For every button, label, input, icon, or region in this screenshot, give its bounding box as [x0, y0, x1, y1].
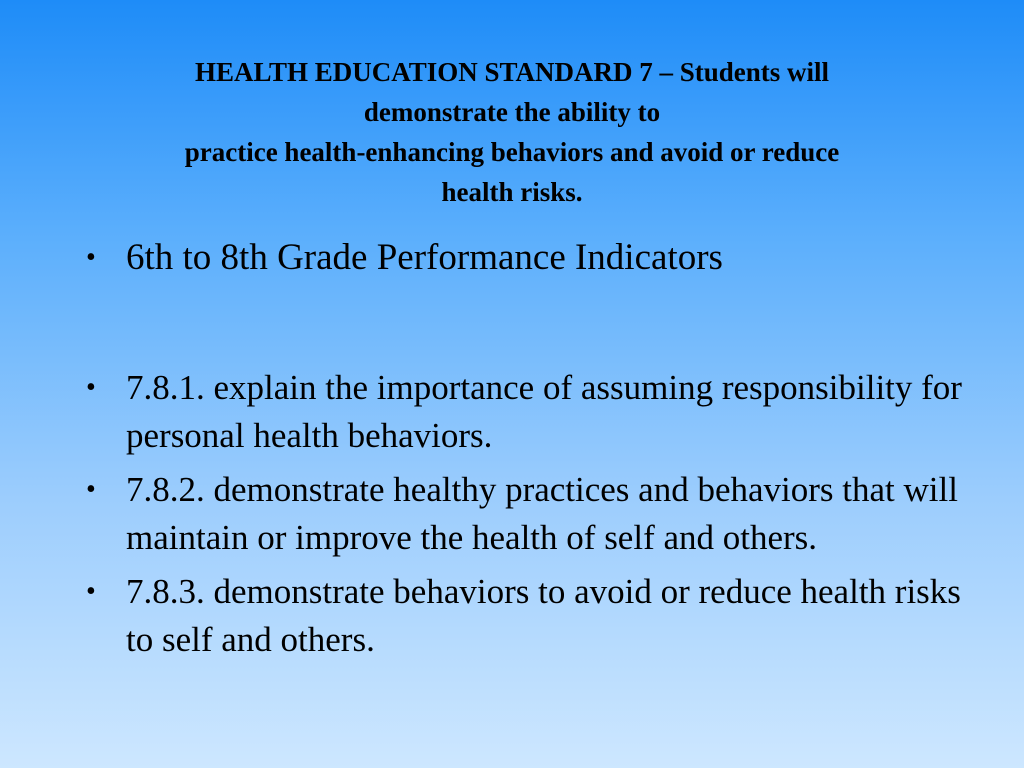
indicator-item: [86, 364, 966, 460]
bullet-list: [86, 232, 966, 670]
slide-title: [60, 52, 964, 212]
bullet-dot-icon: •: [86, 474, 96, 505]
indicator-text: 7.8.1. explain the importance of assuming responsibility for personal health behaviors.: [126, 368, 962, 455]
indicator-item: [86, 466, 966, 562]
title-line: practice health-enhancing behaviors and avoid or reduce: [184, 137, 840, 167]
heading-text: 6th to 8th Grade Performance Indicators: [126, 237, 723, 278]
title-line: HEALTH EDUCATION STANDARD 7 – Students will: [194, 57, 830, 87]
indicator-item: [86, 568, 966, 664]
indicator-text: 7.8.2. demonstrate healthy practices and behaviors that will maintain or improve the health of self and others.: [126, 470, 958, 557]
indicator-text: 7.8.3. demonstrate behaviors to avoid or reduce health risks to self and others.: [126, 572, 961, 659]
bullet-heading: [86, 232, 966, 284]
bullet-dot-icon: •: [86, 372, 96, 403]
bullet-dot-icon: •: [86, 242, 96, 273]
title-line: demonstrate the ability to: [363, 97, 661, 127]
bullet-dot-icon: •: [86, 576, 96, 607]
title-line: health risks.: [441, 177, 583, 207]
